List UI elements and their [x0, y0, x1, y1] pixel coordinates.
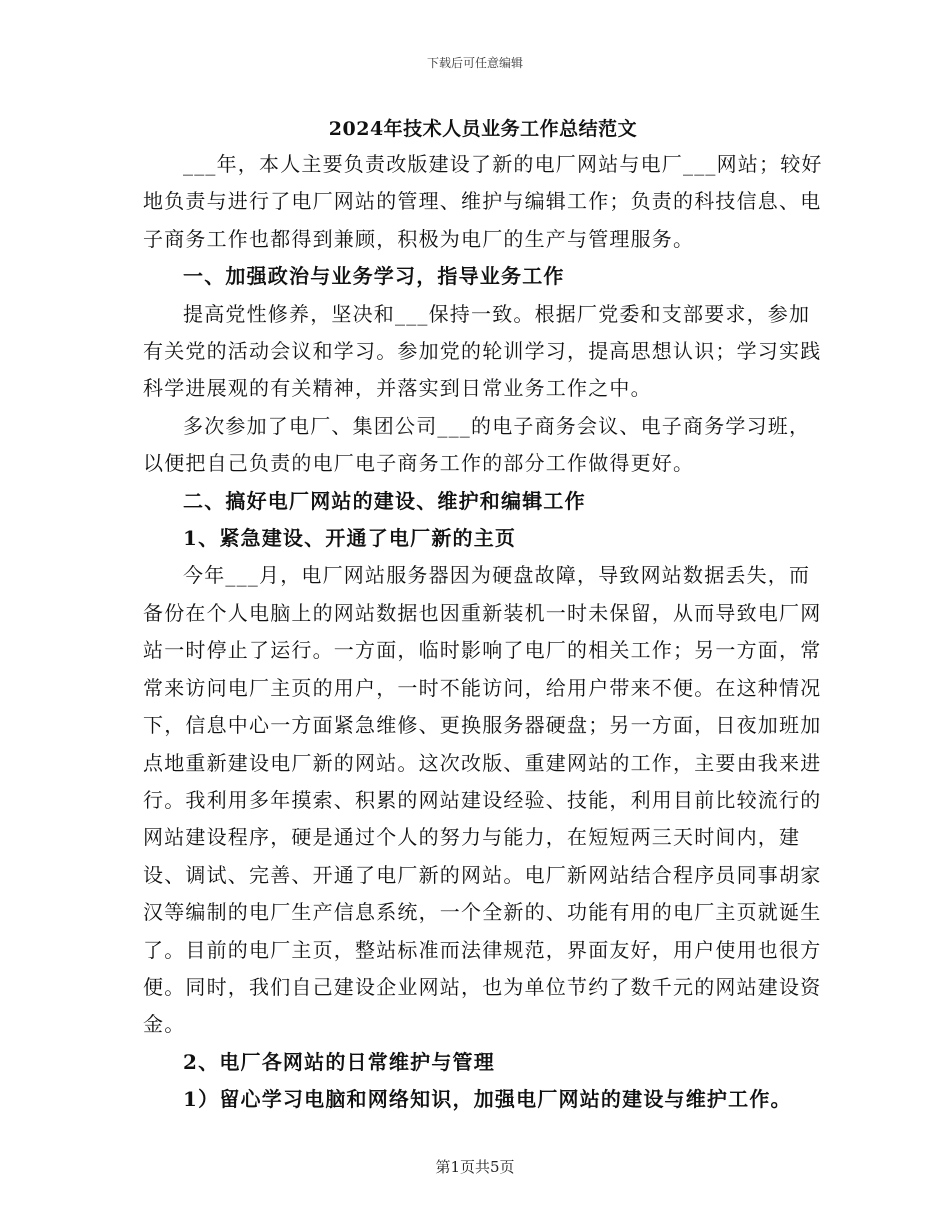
- paragraph-meetings: 多次参加了电厂、集团公司___的电子商务会议、电子商务学习班，以便把自己负责的电厂电子商务工作的部分工作做得更好。: [143, 413, 811, 476]
- section-heading-2: 二、搞好电厂网站的建设、维护和编辑工作: [183, 488, 586, 513]
- subsection-heading-1: 1、紧急建设、开通了电厂新的主页: [183, 526, 517, 551]
- paragraph-website-rebuild: 今年___月，电厂网站服务器因为硬盘故障，导致网站数据丢失，而备份在个人电脑上的网站数据也因重新装机一时未保留，从而导致电厂网站一时停止了运行。一方面，临时影响了电厂的相关工作；另一方面，常常来访问电厂主页的用户，一时不能访问，给用户带来不便。在这种情况下，信息中心一方面紧急维修、更换服务器硬盘；另一方面，日夜加班加点地重新建设电厂新的网站。这次改版、重建网站的工作，主要由我来进行。我利用多年摸索、积累的网站建设经验、技能，利用目前比较流行的网站建设程序，硬是通过个人的努力与能力，在短短两三天时间内，建设、调试、完善、开通了电厂新的网站。电厂新网站结合程序员同事胡家汉等编制的电厂生产信息系统，一个全新的、功能有用的电厂主页就诞生了。目前的电厂主页，整站标准而法律规范，界面友好，用户使用也很方便。同时，我们自己建设企业网站，也为单位节约了数千元的网站建设资金。: [143, 563, 822, 1037]
- paragraph-study: 提高党性修养，坚决和___保持一致。根据厂党委和支部要求，参加有关党的活动会议和学习。参加党的轮训学习，提高思想认识；学习实践科学进展观的有关精神，并落实到日常业务工作之中。: [143, 301, 822, 401]
- document-body: [143, 112, 823, 1119]
- item-heading-1: 1）留心学习电脑和网络知识，加强电厂网站的建设与维护工作。: [183, 1087, 792, 1112]
- document-title: 2024年技术人员业务工作总结范文: [328, 118, 638, 140]
- page-header-note: 下载后可任意编辑: [426, 56, 523, 70]
- subsection-heading-2: 2、电厂各网站的日常维护与管理: [183, 1049, 495, 1074]
- page-number: 第1页共5页: [435, 1158, 515, 1176]
- section-heading-1: 一、加强政治与业务学习，指导业务工作: [183, 264, 565, 289]
- paragraph-intro: ___年，本人主要负责改版建设了新的电厂网站与电厂___网站；较好地负责与进行了电厂网站的管理、维护与编辑工作；负责的科技信息、电子商务工作也都得到兼顾，积极为电厂的生产与管理服务。: [143, 152, 823, 251]
